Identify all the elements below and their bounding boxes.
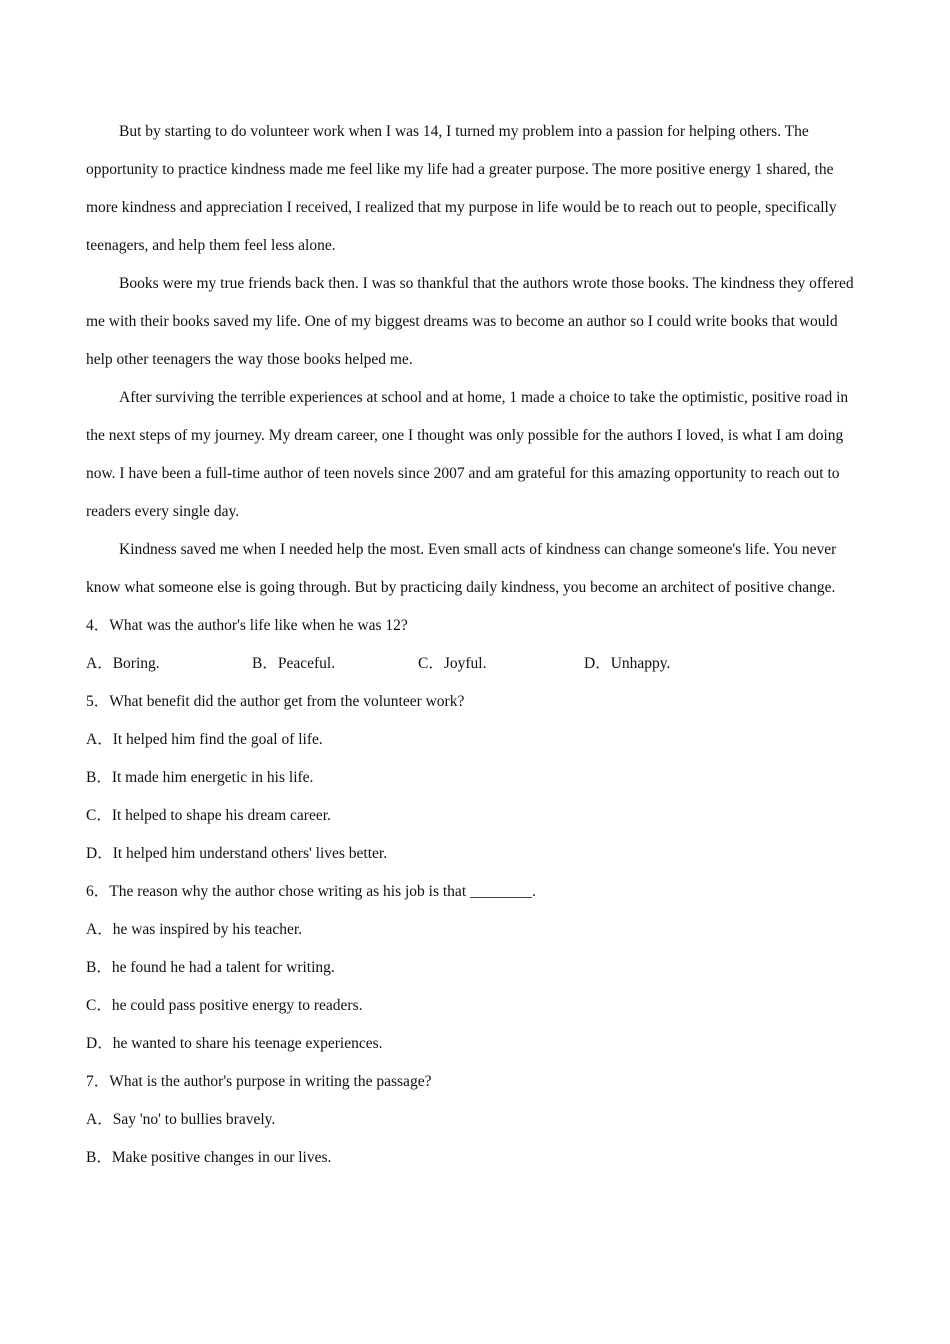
option-d [86,835,866,873]
option-text: Peaceful. [277,655,336,672]
option-b [86,759,866,797]
option-text: It made him energetic in his life. [111,769,314,786]
option-a [86,911,866,949]
option-c [86,987,866,1025]
option-letter: A． [86,921,113,938]
option-text: he was inspired by his teacher. [112,921,303,938]
option-letter: B． [86,769,112,786]
option-b [86,1139,866,1177]
option-text: Make positive changes in our lives. [111,1149,332,1166]
option-text: Unhappy. [610,655,671,672]
option-b [252,645,418,683]
option-letter: C． [86,997,112,1014]
question-number: 4． [86,617,110,634]
option-text: Joyful. [443,655,487,672]
option-text: It helped to shape his dream career. [111,807,331,824]
option-letter: B． [86,1149,112,1166]
option-a [86,1101,866,1139]
option-letter: B． [252,655,278,672]
option-letter: C． [86,807,112,824]
passage-paragraph-2: Books were my true friends back then. I was so thankful that the authors wrote those books. The kindness they offered me with their books saved my life. One of my biggest dreams was to become an author so I could write books that would help other teenagers the way those books helped me. [86,275,854,368]
option-text: It helped him find the goal of life. [112,731,323,748]
option-text: Boring. [112,655,160,672]
document-page [86,113,866,1177]
option-a [86,721,866,759]
question-6 [86,873,866,911]
question-4 [86,607,866,645]
option-text: Say 'no' to bullies bravely. [112,1111,276,1128]
option-c [86,797,866,835]
option-d [86,1025,866,1063]
option-text: It helped him understand others' lives better. [112,845,388,862]
question-text: What was the author's life like when he was 12? [109,617,408,634]
question-text: What benefit did the author get from the volunteer work? [109,693,465,710]
question-number: 6． [86,883,110,900]
passage-paragraph-4: Kindness saved me when I needed help the most. Even small acts of kindness can change someone's life. You never know what someone else is going through. But by practicing daily kindness, you become an architect of positive change. [86,541,837,596]
question-7 [86,1063,866,1101]
option-text: he could pass positive energy to readers. [111,997,363,1014]
option-a [86,645,252,683]
question-5 [86,683,866,721]
option-letter: B． [86,959,112,976]
option-d [584,645,750,683]
option-letter: D． [584,655,611,672]
option-letter: A． [86,655,113,672]
option-text: he wanted to share his teenage experiences. [112,1035,383,1052]
question-number: 7． [86,1073,110,1090]
option-c [418,645,584,683]
option-letter: A． [86,1111,113,1128]
option-letter: C． [418,655,444,672]
option-text: he found he had a talent for writing. [111,959,335,976]
option-letter: D． [86,1035,113,1052]
option-letter: D． [86,845,113,862]
passage-paragraph-1: But by starting to do volunteer work when I was 14, I turned my problem into a passion for helping others. The opportunity to practice kindness made me feel like my life had a greater purpose. The more positive energy 1 shared, the more kindness and appreciation I received, I realized that my purpose in life would be to reach out to people, specifically teenagers, and help them feel less alone. [86,123,837,254]
question-text: The reason why the author chose writing as his job is that ________. [109,883,536,900]
question-4-options [86,645,866,683]
question-text: What is the author's purpose in writing the passage? [109,1073,432,1090]
option-b [86,949,866,987]
passage-paragraph-3: After surviving the terrible experiences at school and at home, 1 made a choice to take the optimistic, positive road in the next steps of my journey. My dream career, one I thought was only possible for the authors I loved, is what I am doing now. I have been a full-time author of teen novels since 2007 and am grateful for this amazing opportunity to reach out to readers every single day. [86,389,849,520]
option-letter: A． [86,731,113,748]
question-number: 5． [86,693,110,710]
